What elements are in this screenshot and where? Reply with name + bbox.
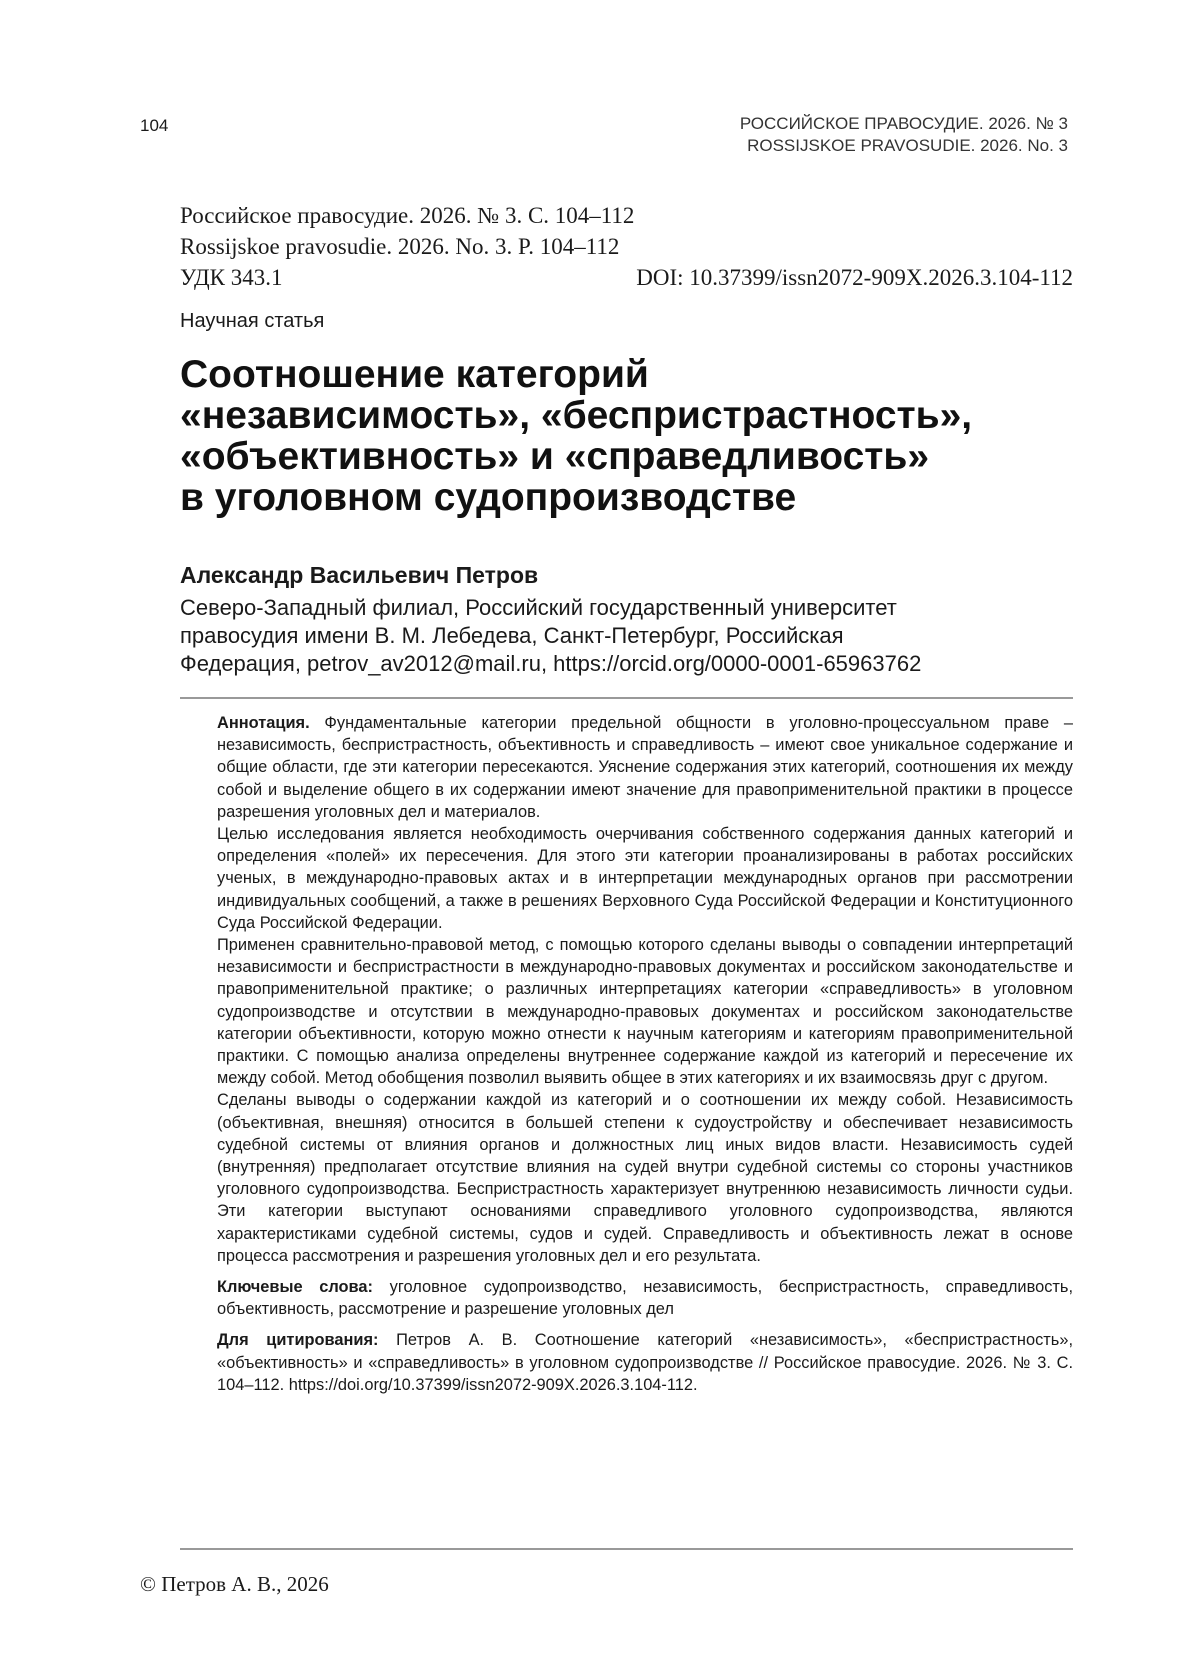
journal-title-ru: РОССИЙСКОЕ ПРАВОСУДИЕ. 2026. № 3 — [739, 114, 1068, 133]
abstract-paragraph: Применен сравнительно-правовой метод, с помощью которого сделаны выводы о совпадении интерпретаций независимости и беспристрастности в международно-правовых документах и российском законодательстве и правоприменительной практике; о различных интерпретациях категории «справедливость» в уголовном судопроизводстве и отсутствии в международно-правовых документах и российском законодательстве категории объективности, которую можно отнести к научным категориям и категориям правоприменительной практики. С помощью анализа определены внутреннее содержание каждой из категорий и пересечение их между собой. Метод обобщения позволил выявить общее в этих категориях и их взаимосвязь друг с другом. — [217, 936, 1073, 1088]
citation-en: Rossijskoe pravosudie. 2026. No. 3. P. 104–112 — [180, 234, 620, 259]
udk-doi-row — [180, 262, 1073, 293]
title-line: «независимость», «беспристрастность», — [180, 394, 973, 437]
title-line: в уголовном судопроизводстве — [180, 476, 797, 519]
title-line: «объективность» и «справедливость» — [180, 435, 930, 478]
article-title — [180, 354, 1100, 518]
cite-as — [217, 1329, 1073, 1396]
author-affiliation — [180, 594, 1100, 678]
cite-as-text: Петров А. В. Соотношение категорий «независимость», «беспристрастность», «объективность» и «справедливость» в уголовном судопроизводстве // Российское правосудие. 2026. № 3. С. 104–112. https://doi.org/10.37399/issn2072-909X.2026.3.104-112. — [217, 1331, 1074, 1394]
title-line: Соотношение категорий — [180, 353, 649, 396]
abstract-paragraph — [217, 712, 1073, 823]
author-name: Александр Васильевич Петров — [180, 562, 539, 588]
divider-bottom — [180, 1548, 1073, 1550]
cite-as-label: Для цитирования: — [217, 1331, 379, 1350]
divider-top — [180, 697, 1073, 699]
journal-title-en: ROSSIJSKOE PRAVOSUDIE. 2026. No. 3 — [747, 136, 1068, 155]
keywords — [217, 1276, 1073, 1320]
page-number: 104 — [140, 116, 169, 135]
abstract-label: Аннотация. — [217, 714, 310, 732]
abstract-paragraph: Целью исследования является необходимость очерчивания собственного содержания данных категорий и определения «полей» их пересечения. Для этого эти категории проанализированы в работах российских ученых, в международно-правовых актах и в интерпретации международных органов при рассмотрении индивидуальных сообщений, а также в решениях Верховного Суда Российской Федерации и Конституционного Суда Российской Федерации. — [217, 825, 1073, 932]
affiliation-line[interactable]: Федерация, petrov_av2012@mail.ru, https://orcid.org/0000-0001-65963762 — [180, 651, 922, 676]
abstract-paragraph: Сделаны выводы о содержании каждой из категорий и о соотношении их между собой. Независимость (объективная, внешняя) относится в большей степени к судоустройству и обеспечивает независимость судебной системы от влияния органов и должностных лиц иных видов власти. Независимость судей (внутренняя) предполагает отсутствие влияния на судей внутри судебной системы со стороны участников уголовного судопроизводства. Беспристрастность характеризует внутреннюю независимость личности судьи. Эти категории выступают основаниями справедливого уголовного судопроизводства, являются характеристиками судебной системы, судов и судей. Справедливость и объективность лежат в основе процесса рассмотрения и разрешения уголовных дел и его результата. — [217, 1091, 1073, 1265]
abstract-section — [217, 712, 1073, 1396]
keywords-text: уголовное судопроизводство, независимость, беспристрастность, справедливость, объективность, рассмотрение и разрешение уголовных дел — [217, 1278, 1074, 1319]
keywords-label: Ключевые слова: — [217, 1278, 373, 1297]
abstract-text: Фундаментальные категории предельной общности в уголовно-процессуальном праве – независимость, беспристрастность, объективность и справедливость – имеют свое уникальное содержание и общие области, где эти категории пересекаются. Уяснение содержания этих категорий, соотношения их между собой и выделение общего в их содержании имеют значение для правоприменительной практики в процессе разрешения уголовных дел и материалов. — [217, 714, 1073, 821]
article-type: Научная статья — [180, 310, 325, 332]
copyright: © Петров А. В., 2026 — [140, 1572, 329, 1596]
doi[interactable]: DOI: 10.37399/issn2072-909X.2026.3.104-112 — [636, 265, 1073, 290]
running-header — [740, 113, 1068, 157]
udk-code: УДК 343.1 — [180, 265, 283, 290]
affiliation-line: Северо-Западный филиал, Российский государственный университет — [180, 595, 897, 620]
affiliation-line: правосудия имени В. М. Лебедева, Санкт-Петербург, Российская — [180, 623, 844, 648]
citation-block — [180, 200, 1073, 293]
citation-ru: Российское правосудие. 2026. № 3. С. 104–112 — [180, 203, 635, 228]
